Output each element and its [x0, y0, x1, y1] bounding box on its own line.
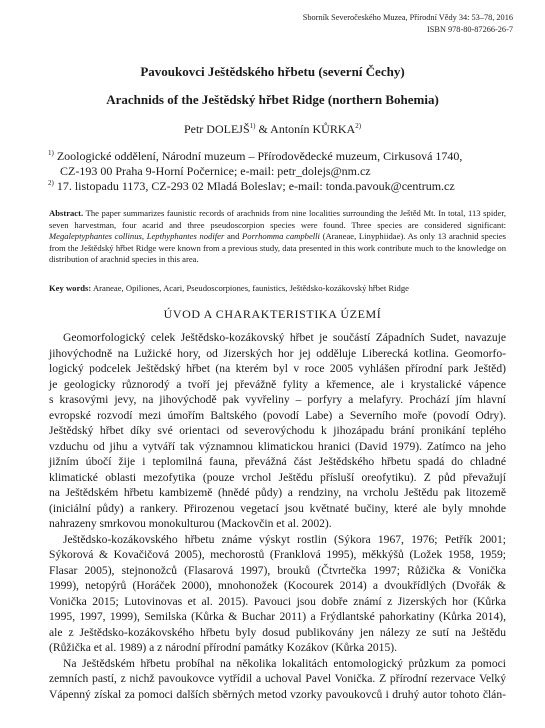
body-text [49, 330, 506, 702]
body-line: vzduchu od jihu a vytváří tak významnou klimatickou hranici (David 1979). Zatímco na jeho [49, 439, 506, 453]
body-line: 1999), netopýrů (Horáček 2000), mnohonožek (Kocourek 2014) a dvoukřídlých (Dvořák & [49, 579, 506, 592]
body-line: s krasovými jevy, na jihovýchodě pak vyvřeliny – porfyry a melafyry. Prochází jím hlavní [49, 393, 506, 406]
body-line: evropské rozvodí mezi úmořím Baltského (povodí Labe) a Severního moře (povodí Odry). [49, 408, 506, 422]
title-english: Arachnids of the Ještědský hřbet Ridge (northern Bohemia) [106, 92, 439, 107]
body-line: Ještědský hřbet díky své orientaci od severovýchodu k jihozápadu brání pronikání teplého [49, 424, 506, 437]
body-line: klimatické oblasti mezofytika (pouze vrchol Ještědu přísluší oreofytiku). Z půd převažují [49, 470, 506, 484]
body-line: logický podcelek Ještědský hřbet (na kterém byl v roce 2005 vyhlášen přírodní park Ještěd) [49, 362, 506, 375]
body-line: ale z Ještědsko-kozákovského hřbetu byly dosud publikovány jen nálezy ze sutí na Ještědu [49, 625, 506, 639]
journal-citation: Sborník Severočeského Muzea, Přírodní Vědy 34: 53–78, 2016 [302, 13, 513, 22]
body-line: nahrazeny smrkovou monokulturou (Mackovčin et al. 2002). [49, 517, 332, 530]
abstract-label: Abstract. [49, 208, 84, 218]
body-line: 1995, 1997, 1999), Semilska (Kůrka & Buchar 2011) a Frýdlantské pahorkatiny (Kůrka 2014), [49, 610, 506, 623]
body-line: jihovýchodně na Lužické hory, od Jizerských hor jej odděluje Liberecká kotlina. Geomorfo- [49, 346, 506, 360]
body-line: Vápenný získal za pomoci dalších sběrných metod vzorky pavoukovců i druhý autor tohoto člán- [49, 687, 506, 701]
keywords-text: Araneae, Opiliones, Acari, Pseudoscorpiones, faunistics, Ještědsko-kozákovský hřbet Ridge [92, 283, 409, 293]
body-line: na Ještědském hřbetu kambizemě (hnědé půdy) a rendziny, na vrcholu Ještědu pak litozemě [49, 486, 506, 499]
keywords-label: Key words: [49, 283, 92, 293]
body-line: Ještědsko-kozákovského hřbetu známe výskyt rostlin (Sýkora 1967, 1976; Petřík 2001; [63, 532, 506, 546]
species-separator: , [141, 231, 145, 242]
species-2: Lepthyphantes nodifer [146, 231, 225, 242]
body-line: Geomorfologický celek Ještědsko-kozákovský hřbet je součástí Západních Sudet, navazuje [63, 331, 506, 344]
affiliation-2 [48, 179, 518, 194]
body-line: Sýkorová & Kovačičová 2005), mechorostů (Franklová 1995), měkkýšů (Ložek 1958, 1959; [49, 548, 506, 561]
body-line: Flasar 2005), stejnonožců (Flasarová 1997), brouků (Čtvrtečka 1997; Růžička & Vonička [49, 563, 506, 577]
body-line: jižním úbočí žije i teplomilná fauna, převážná část Ještědského hřbetu spadá do chladné [49, 455, 506, 468]
authors [0, 122, 545, 137]
affiliation-2-line-1: 17. listopadu 1173, CZ-293 02 Mladá Boleslav; e-mail: tonda.pavouk@centrum.cz [56, 179, 455, 193]
body-line: (iniciální půdy) a rankery. Přirozenou vegetací jsou květnaté bučiny, které ale byly mnohde [49, 501, 506, 515]
section-heading: ÚVOD A CHARAKTERISTIKA ÚZEMÍ [163, 307, 382, 321]
body-line: (Růžička et al. 1989) a z národní přírodní památky Kozákov (Kůrka 2015). [49, 641, 398, 654]
abstract-text-2: (Araneae, Linyphiidae). As only 13 arachnid species from the Ještědský hřbet Ridge were known from a previous study, data presented in this work contribute much to the knowledge on distribution of arachnid species in this area. [49, 231, 507, 265]
author-2-mark: 2) [355, 122, 362, 130]
author-separator: & [258, 122, 268, 136]
author-1-mark: 1) [249, 122, 256, 130]
species-1: Megaleptyphantes collinus [49, 231, 142, 242]
keywords [49, 283, 506, 295]
affiliation-1-mark: 1) [48, 149, 54, 157]
abstract-text-1: The paper summarizes faunistic records of arachnids from nine localities surrounding the Ještěd Mt. In total, 113 spider, seven harvestman, four acarid and three pseudoscorpion species were found. Three species are considered significant: [49, 208, 506, 230]
body-line: Na Ještědském hřbetu probíhal na několika lokalitách entomologický průzkum za pomoci [63, 656, 506, 670]
journal-header [303, 12, 513, 36]
species-conjunction: and [226, 231, 240, 242]
affiliation-2-mark: 2) [48, 179, 54, 187]
abstract [49, 208, 506, 266]
title-czech: Pavoukovci Ještědského hřbetu (severní Čechy) [140, 64, 405, 79]
body-line: Vonička 2015; Lutovinovas et al. 2015). Pavouci jsou dobře známí z Jizerských hor (Kůrka [49, 594, 506, 608]
body-line: je geologicky různorodý a tvoří jej převážně fylity a křemence, ale i krystalické vápence [49, 377, 506, 391]
author-2: Antonín KŮRKA [270, 122, 356, 136]
author-1: Petr DOLEJŠ [183, 122, 250, 136]
body-line: zemních pastí, z nichž pavoukovce vytřídil a uchoval Pavel Vonička. Z přírodní rezervace Velký [49, 672, 506, 685]
affiliation-1 [48, 149, 518, 179]
affiliation-1-line-1: Zoologické oddělení, Národní muzeum – Přírodovědecké muzeum, Cirkusová 1740, [56, 149, 463, 163]
isbn: ISBN 978-80-87266-26-7 [427, 25, 513, 34]
species-3: Porrhomma campbelli [242, 231, 320, 242]
affiliation-1-line-2: CZ-193 00 Praha 9-Horní Počernice; e-mail: petr_dolejs@nm.cz [60, 164, 371, 178]
